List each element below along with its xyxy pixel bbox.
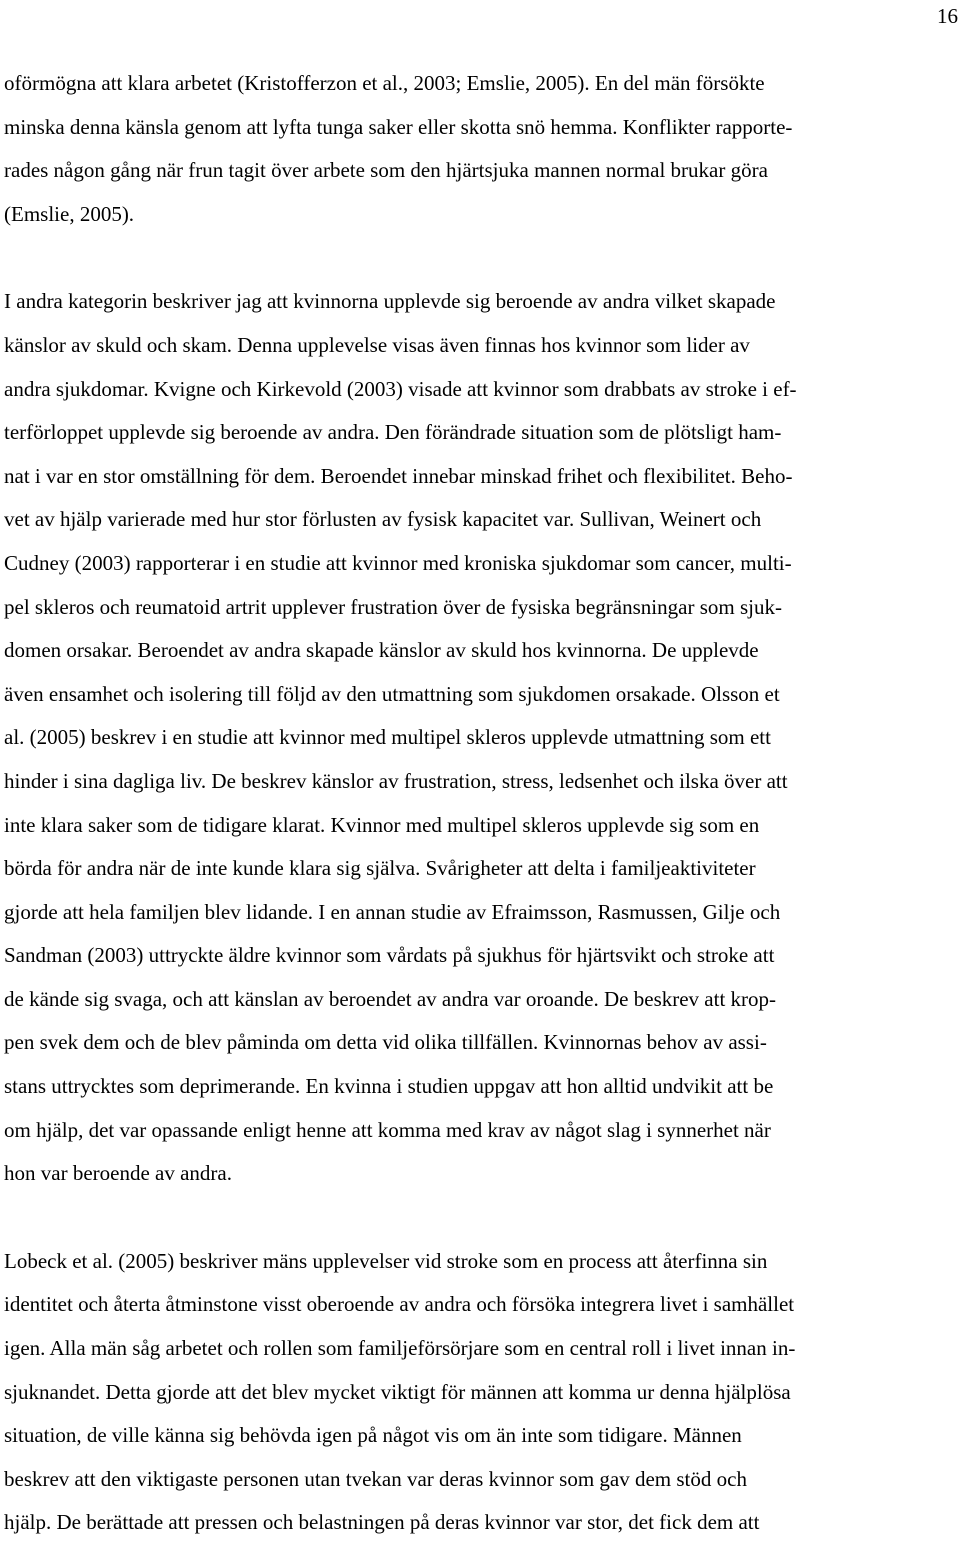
text-line: domen orsakar. Beroendet av andra skapade känslor av skuld hos kvinnorna. De upplevde [4,638,759,663]
text-line: identitet och återta åtminstone visst oberoende av andra och försöka integrera livet i samhället [4,1292,795,1317]
text-line: Lobeck et al. (2005) beskriver mäns upplevelser vid stroke som en process att återfinna sin [4,1248,768,1273]
text-line: hinder i sina dagliga liv. De beskrev känslor av frustration, stress, ledsenhet och ilska över att [4,768,788,793]
text-line: inte klara saker som de tidigare klarat. Kvinnor med multipel skleros upplevde sig som en [4,812,760,837]
text-line: Sandman (2003) uttryckte äldre kvinnor som vårdats på sjukhus för hjärtsvikt och stroke att [4,943,775,968]
paragraph-spacer [4,1196,956,1240]
paragraph-spacer [4,236,956,280]
text-line: om hjälp, det var opassande enligt henne att komma med krav av något slag i synnerhet när [4,1117,771,1142]
text-line: känslor av skuld och skam. Denna upplevelse visas även finnas hos kvinnor som lider av [4,332,750,357]
text-line: hon var beroende av andra. [4,1161,232,1186]
page-number: 16 [937,4,958,28]
text-line: sjuknandet. Detta gjorde att det blev mycket viktigt för männen att komma ur denna hjälplösa [4,1379,791,1404]
text-line: gjorde att hela familjen blev lidande. I en annan studie av Efraimsson, Rasmussen, Gilje och [4,899,781,924]
text-line: pen svek dem och de blev påminda om detta vid olika tillfällen. Kvinnornas behov av assi- [4,1030,767,1055]
text-line: även ensamhet och isolering till följd av den utmattning som sjukdomen orsakade. Olsson et [4,681,780,706]
text-line: hjälp. De berättade att pressen och belastningen på deras kvinnor var stor, det fick dem att [4,1510,760,1535]
text-line: de kände sig svaga, och att känslan av beroendet av andra var oroande. De beskrev att krop- [4,986,777,1011]
paragraph-1 [4,62,956,236]
text-line: minska denna känsla genom att lyfta tunga saker eller skotta snö hemma. Konflikter rapporte- [4,114,793,139]
text-line: pel skleros och reumatoid artrit upplever frustration över de fysiska begränsningar som sjuk- [4,594,782,619]
text-line: situation, de ville känna sig behövda igen på något vis om än inte som tidigare. Männen [4,1423,742,1448]
text-line: nat i var en stor omställning för dem. Beroendet innebar minskad frihet och flexibilitet. Beho- [4,463,793,488]
text-line: stans uttrycktes som deprimerande. En kvinna i studien uppgav att hon alltid undvikit att be [4,1074,774,1099]
text-line: börda för andra när de inte kunde klara sig själva. Svårigheter att delta i familjeaktiviteter [4,856,756,881]
text-line: Cudney (2003) rapporterar i en studie att kvinnor med kroniska sjukdomar som cancer, multi- [4,550,792,575]
text-line: (Emslie, 2005). [4,201,135,226]
text-line: igen. Alla män såg arbetet och rollen som familjeförsörjare som en central roll i livet innan in- [4,1336,796,1361]
text-line: I andra kategorin beskriver jag att kvinnorna upplevde sig beroende av andra vilket skapade [4,289,776,314]
text-line: terförloppet upplevde sig beroende av andra. Den förändrade situation som de plötsligt ham- [4,420,782,445]
text-line: andra sjukdomar. Kvigne och Kirkevold (2003) visade att kvinnor som drabbats av stroke i ef- [4,376,797,401]
text-line: vet av hjälp varierade med hur stor förlusten av fysisk kapacitet var. Sullivan, Weinert och [4,507,762,532]
text-line: al. (2005) beskrev i en studie att kvinnor med multipel skleros upplevde utmattning som ett [4,725,771,750]
text-line: oförmögna att klara arbetet (Kristofferzon et al., 2003; Emslie, 2005). En del män försökte [4,71,765,95]
paragraph-3 [4,1240,956,1545]
paragraph-2 [4,280,956,1195]
text-line: rades någon gång när frun tagit över arbete som den hjärtsjuka mannen normal brukar göra [4,158,768,183]
document-body [4,62,956,1545]
text-line: beskrev att den viktigaste personen utan tvekan var deras kvinnor som gav dem stöd och [4,1466,747,1491]
